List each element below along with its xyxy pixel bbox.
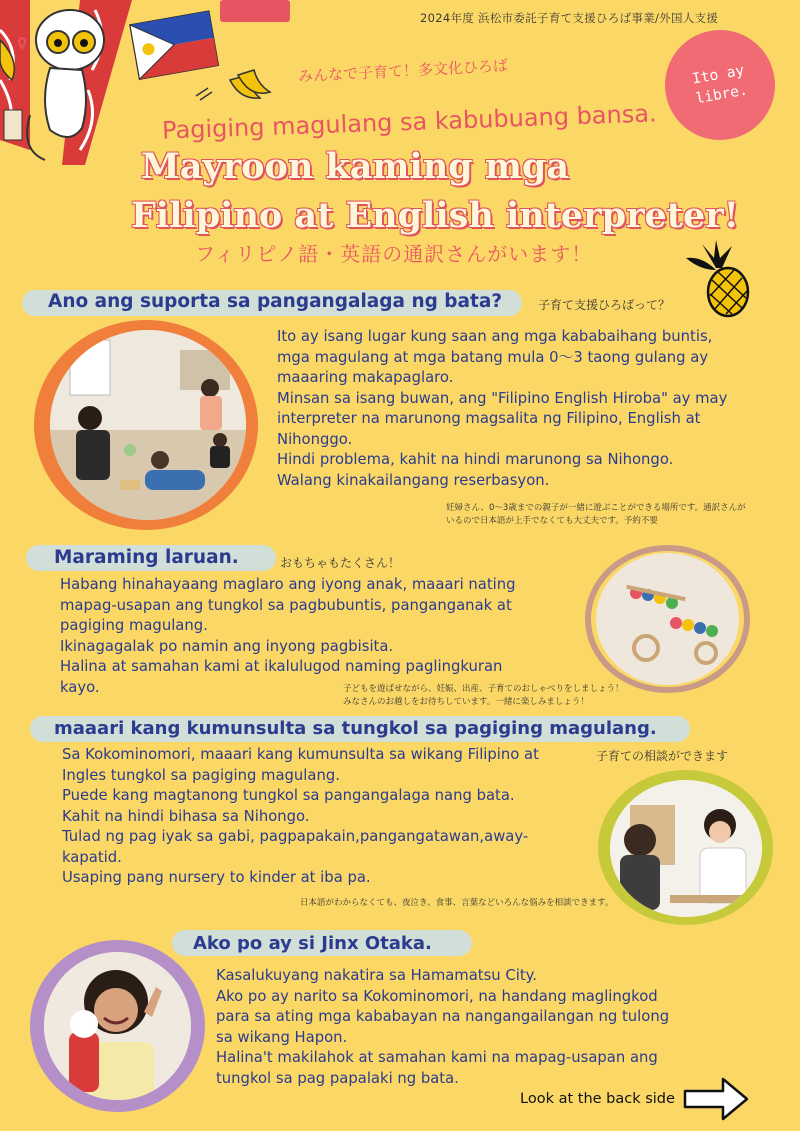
badge-line-1: Ito ay — [691, 62, 746, 88]
section-4-body — [216, 966, 736, 1089]
body-line: Nihonggo. — [277, 430, 353, 448]
body-line: Ingles tungkol sa pagiging magulang. — [62, 766, 340, 784]
body-line: kapatid. — [62, 848, 122, 866]
headline-parenting: Pagiging magulang sa kabubuang bansa. — [161, 99, 657, 145]
section-3-title-jp: 子育ての相談ができます — [596, 749, 729, 763]
body-line: Kasalukuyang nakatira sa Hamamatsu City. — [216, 967, 537, 984]
body-line: kayo. — [60, 678, 100, 696]
tarsier-illustration — [0, 0, 300, 170]
playroom-illustration — [50, 330, 246, 520]
body-line: mga magulang at mga batang mula 0〜3 taong gulang ay — [277, 348, 709, 366]
section-2-title: Maraming laruan. — [54, 547, 239, 568]
section-2-body — [60, 575, 560, 698]
note-line: 子どもを遊ばせながら、妊娠、出産、子育てのおしゃべりをしましょう！ — [343, 684, 624, 694]
toys-photo — [596, 553, 739, 685]
body-line: Ito ay isang lugar kung saan ang mga kababaihang buntis, — [277, 328, 713, 345]
body-line: Sa Kokominomori, maaari kang kumunsulta sa wikang Filipino at — [62, 746, 539, 763]
section-3-body — [62, 745, 582, 889]
jinx-otaka-photo — [44, 952, 191, 1100]
note-line: みなさんのお越しをお待ちしています。一緒に楽しみましょう！ — [343, 697, 589, 707]
body-line: Habang hinahayaang maglaro ang iyong anak, maaari nating — [60, 576, 516, 593]
note-line: 日本語がわからなくても、夜泣き、食事、言葉などいろんな悩みを相談できます。 — [300, 898, 614, 908]
tagline-jp: みんなで子育て！多文化ひろば — [297, 56, 509, 86]
body-line: para sa ating mga kababayan na nangangailangan ng tulong — [216, 1008, 670, 1025]
body-line: maaaring makapaglaro. — [277, 369, 454, 386]
badge-line-2: libre. — [694, 82, 749, 108]
section-3-title: maaari kang kumunsulta sa tungkol sa pagiging magulang. — [54, 718, 657, 739]
section-1-title-jp: 子育て支援ひろばって？ — [538, 298, 671, 312]
free-badge — [656, 21, 783, 148]
section-2-note-jp — [343, 683, 643, 709]
body-line: Usaping pang nursery to kinder at iba pa. — [62, 869, 371, 886]
playroom-photo — [50, 330, 246, 520]
subheadline-jp: フィリピノ語・英語の通訳さんがいます！ — [195, 242, 593, 266]
jinx-otaka-portrait — [44, 952, 191, 1100]
body-line: Puede kang magtanong tungkol sa pangangalaga nang bata. — [62, 787, 515, 804]
body-line: interpreter na marunong magsalita ng Filipino, English at — [277, 410, 701, 427]
headline-interpreters-line-2: Filipino at English interpreter! — [130, 195, 740, 236]
toys-illustration — [596, 553, 739, 685]
body-line: Halina at samahan kami at ikalulugod naming paglingkuran — [60, 658, 503, 675]
section-2-title-jp: おもちゃもたくさん！ — [280, 556, 401, 570]
section-1-title: Ano ang suporta sa pangangalaga ng bata? — [48, 291, 503, 312]
back-side-label: Look at the back side — [520, 1091, 675, 1107]
section-1-body — [277, 327, 772, 491]
body-line: Kahit na hindi bihasa sa Nihongo. — [62, 807, 310, 825]
body-line: Tulad ng pag iyak sa gabi, pagpapakain,pangangatawan,away- — [62, 828, 529, 845]
section-4-title: Ako po ay si Jinx Otaka. — [193, 933, 432, 954]
section-3-note-jp — [300, 897, 620, 910]
body-line: Halina't makilahok at samahan kami na mapag-usapan ang — [216, 1049, 658, 1066]
arrow-right-icon — [683, 1075, 751, 1123]
body-line: Hindi problema, kahit na hindi marunong sa Nihongo. — [277, 451, 674, 468]
body-line: Minsan sa isang buwan, ang "Filipino English Hiroba" ay may — [277, 389, 728, 407]
body-line: Ikinagagalak po namin ang inyong pagbisita. — [60, 637, 394, 655]
body-line: mapag-usapan ang tungkol sa pagbubuntis, panganganak at — [60, 596, 512, 614]
body-line: sa wikang Hapon. — [216, 1028, 348, 1046]
body-line: Ako po ay narito sa Kokominomori, na handang maglingkod — [216, 987, 658, 1005]
headline-interpreters-line-1: Mayroon kaming mga — [140, 146, 570, 187]
body-line: tungkol sa pag papalaki ng bata. — [216, 1069, 459, 1087]
pineapple-icon — [682, 240, 752, 325]
note-line: いるので日本語が上手でなくても大丈夫です。予約不要 — [446, 516, 658, 526]
consultation-illustration — [610, 780, 762, 917]
consultation-photo — [610, 780, 762, 917]
body-line: Walang kinakailangang reserbasyon. — [277, 471, 550, 489]
back-side-link[interactable] — [520, 1075, 751, 1123]
note-line: 妊婦さん、0〜3歳までの親子が一緒に遊ぶことができる場所です。通訳さんが — [446, 503, 746, 513]
organizer-line: 2024年度 浜松市委託子育て支援ひろば事業/外国人支援 — [420, 11, 719, 25]
section-1-note-jp — [446, 502, 766, 528]
body-line: pagiging magulang. — [60, 617, 208, 634]
